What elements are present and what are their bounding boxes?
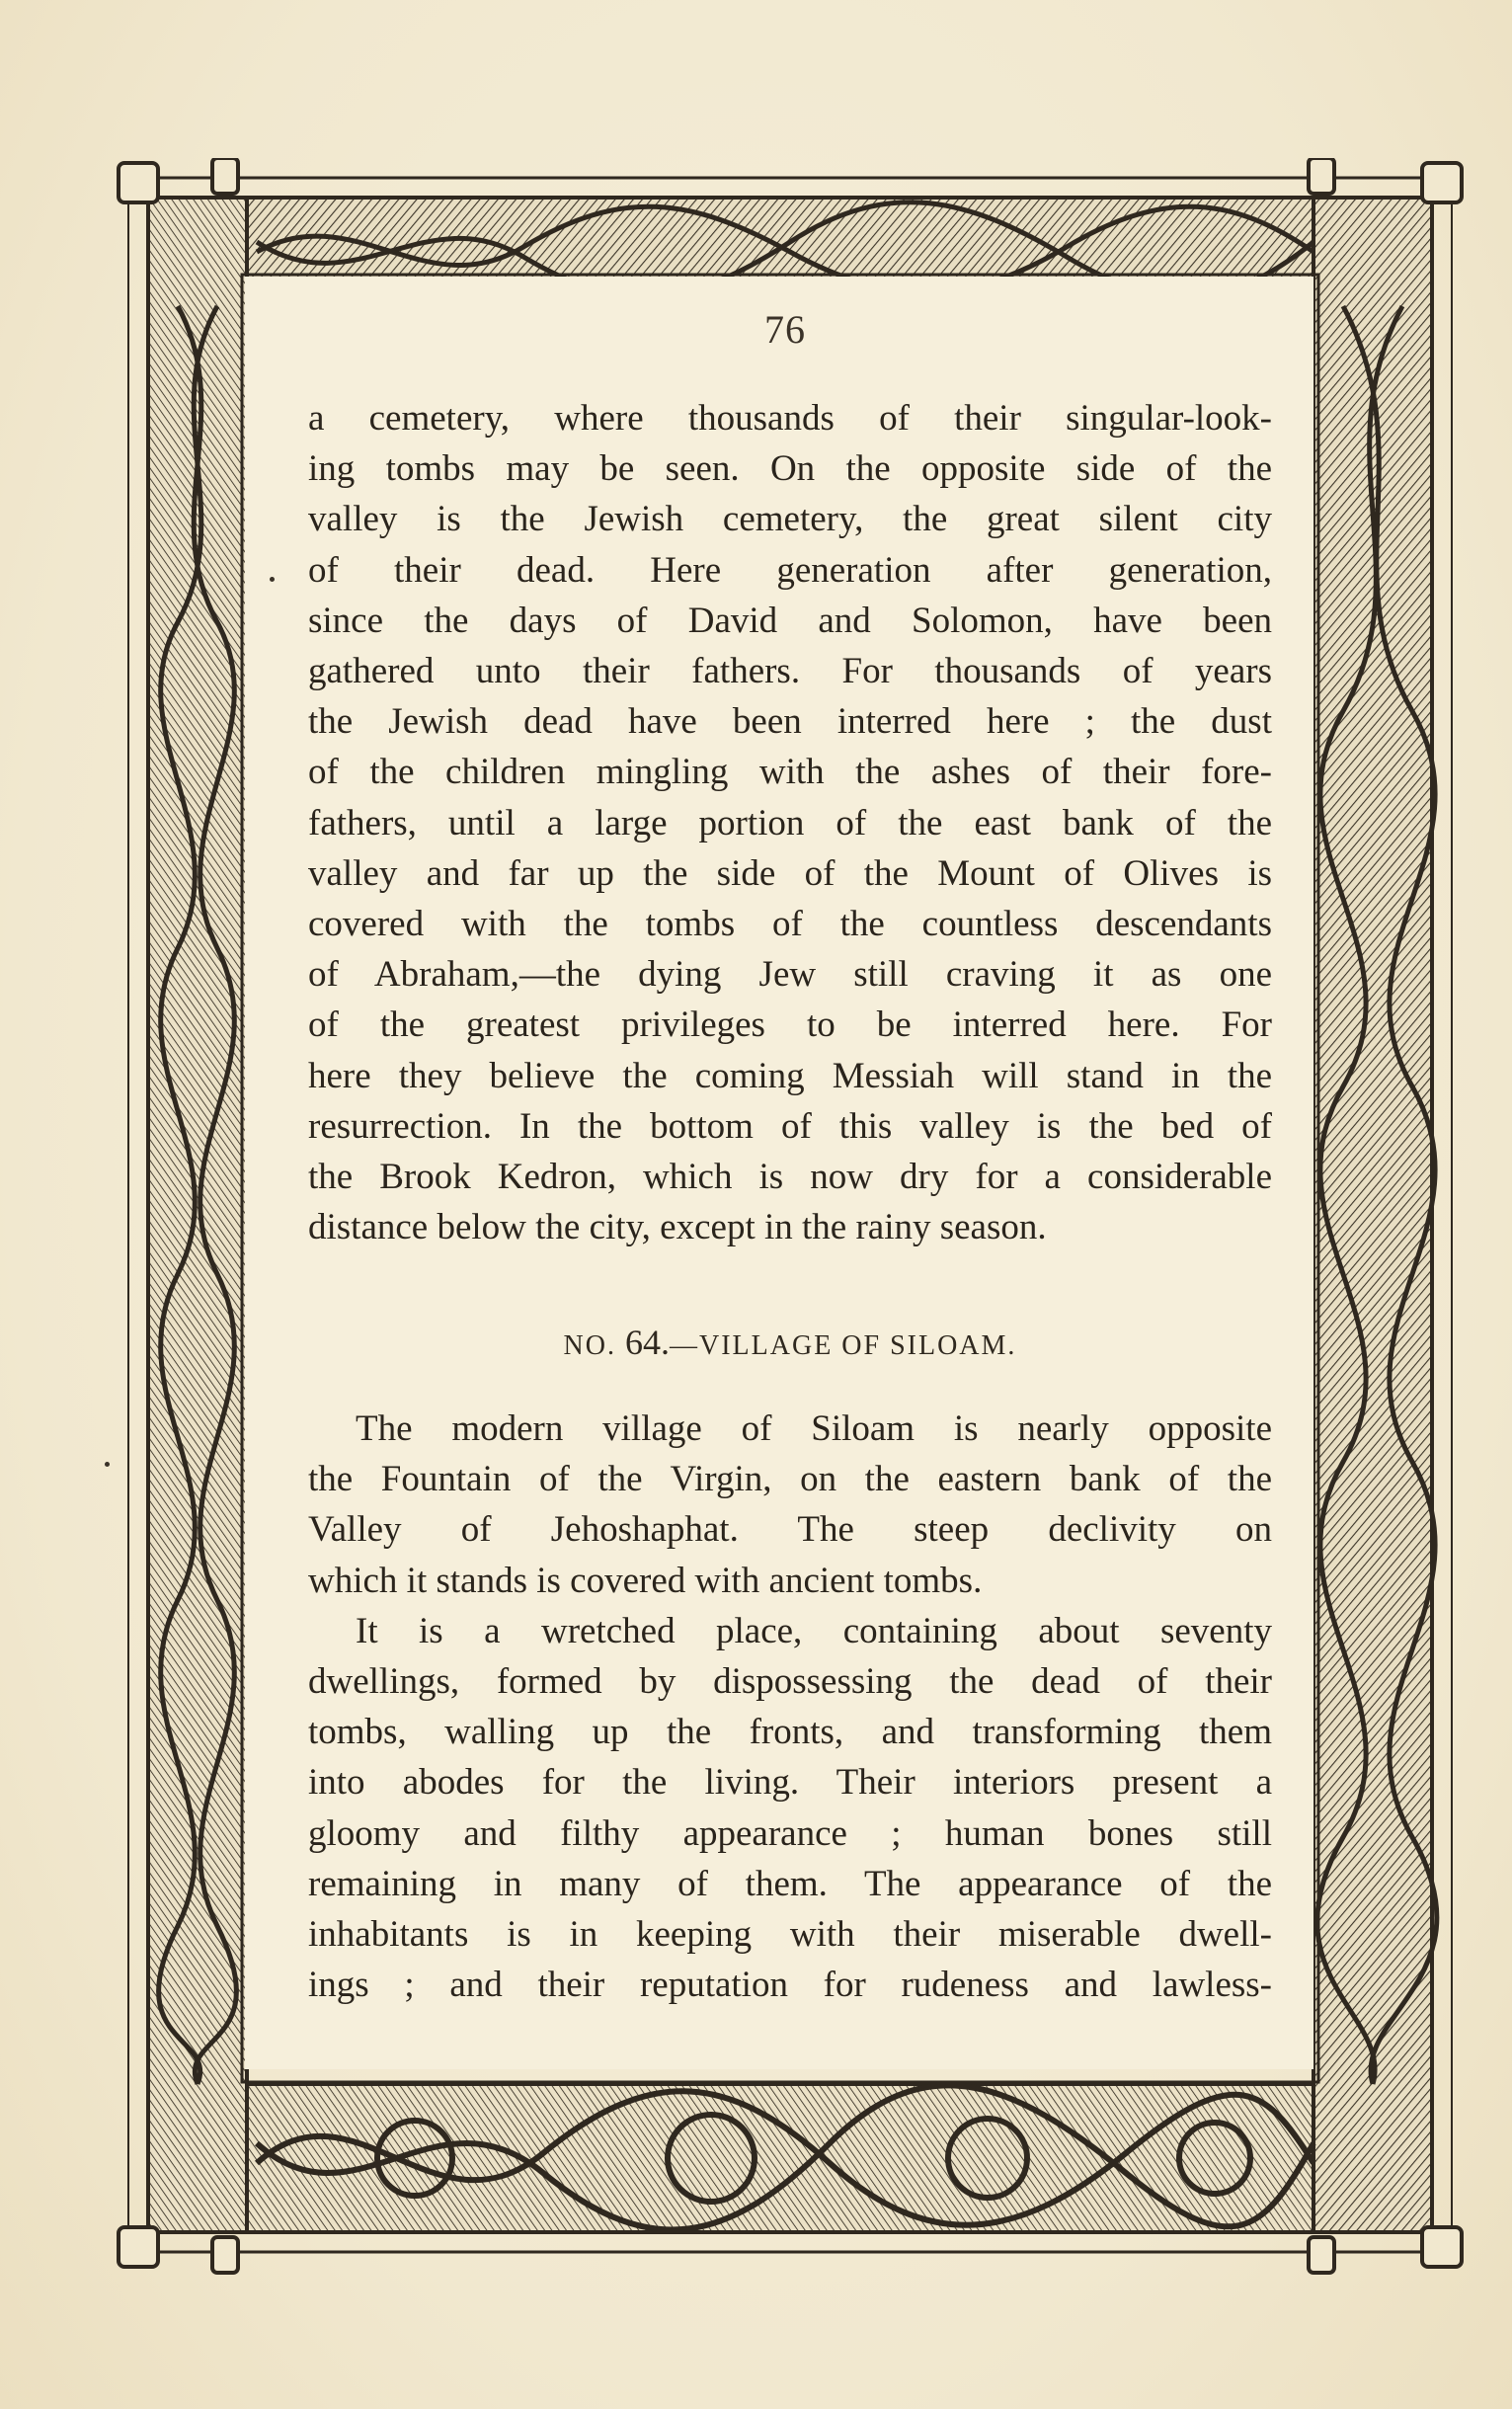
text-line: a cemetery, where thousands of their singular-look-: [308, 398, 1272, 439]
text-line: gathered unto their fathers. For thousands of years: [308, 651, 1272, 692]
text-line: Valley of Jehoshaphat. The steep declivity on: [308, 1509, 1272, 1551]
paragraph-cemetery: [308, 393, 1272, 1252]
text-line: here they believe the coming Messiah will stand in the: [308, 1055, 1272, 1096]
text-line: gloomy and filthy appearance ; human bones still: [308, 1812, 1272, 1854]
text-line: of Abraham,—the dying Jew still craving it as one: [308, 954, 1272, 996]
text-line: tombs, walling up the fronts, and transforming them: [308, 1712, 1272, 1753]
text-line: The modern village of Siloam is nearly opposite: [356, 1408, 1272, 1449]
text-line: since the days of David and Solomon, have been: [308, 600, 1272, 641]
text-line: fathers, until a large portion of the east bank of the: [308, 802, 1272, 843]
text-line: covered with the tombs of the countless descendants: [308, 904, 1272, 945]
heading-title: —VILLAGE OF SILOAM.: [670, 1330, 1017, 1361]
text-line: distance below the city, except in the rainy season.: [308, 1207, 1047, 1248]
text-line: dwellings, formed by dispossessing the dead of their: [308, 1661, 1272, 1703]
margin-mark: [105, 1462, 110, 1467]
heading-number: 64.: [625, 1323, 670, 1362]
text-line: valley is the Jewish cemetery, the great silent city: [308, 499, 1272, 540]
text-line: of the greatest privileges to be interred here. For: [308, 1004, 1272, 1046]
page-number: 76: [764, 307, 806, 352]
text-line: into abodes for the living. Their interiors present a: [308, 1762, 1272, 1804]
text-line: resurrection. In the bottom of this valley is the bed of: [308, 1105, 1272, 1147]
text-line: inhabitants is in keeping with their miserable dwell-: [308, 1914, 1272, 1956]
text-line: the Fountain of the Virgin, on the eastern bank of the: [308, 1459, 1272, 1500]
text-line: valley and far up the side of the Mount of Olives is: [308, 852, 1272, 894]
text-line: ings ; and their reputation for rudeness and lawless-: [308, 1965, 1272, 2006]
text-line: remaining in many of them. The appearance of the: [308, 1863, 1272, 1904]
text-line: the Brook Kedron, which is now dry for a considerable: [308, 1157, 1272, 1198]
text-line: ing tombs may be seen. On the opposite side of the: [308, 448, 1272, 490]
text-line: the Jewish dead have been interred here ; the dust: [308, 701, 1272, 743]
margin-mark: [270, 577, 275, 582]
section-heading: [308, 1322, 1272, 1363]
text-line: of the children mingling with the ashes of their fore-: [308, 752, 1272, 793]
heading-prefix: NO.: [563, 1330, 616, 1361]
text-line: of their dead. Here generation after generation,: [308, 549, 1272, 591]
text-line: which it stands is covered with ancient tombs.: [308, 1560, 983, 1601]
paragraph-siloam: [308, 1404, 1272, 2010]
text-line: It is a wretched place, containing about seventy: [356, 1610, 1272, 1651]
